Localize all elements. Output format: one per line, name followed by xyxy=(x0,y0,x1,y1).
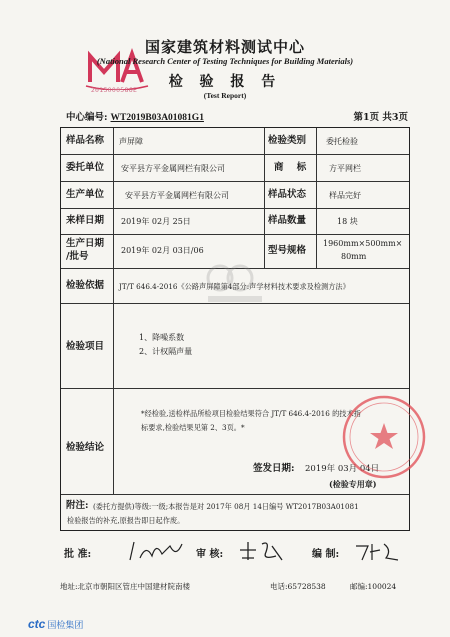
org-title-en: (National Research Center of Testing Techniques for Building Materials) xyxy=(96,56,354,66)
producer-label: 生产单位 xyxy=(66,189,105,200)
production-date-value: 2019年 02月 03日/06 xyxy=(121,246,204,255)
item-2: 2、计权隔声量 xyxy=(139,347,193,356)
production-date-label-1: 生产日期 xyxy=(66,238,105,249)
compile-label: 编 制: xyxy=(312,549,340,560)
arrival-date-label: 来样日期 xyxy=(66,215,105,226)
official-stamp-icon xyxy=(340,393,428,481)
postcode-text: 邮编:100024 xyxy=(350,582,397,591)
production-date-label-2: /批号 xyxy=(66,251,89,262)
compile-signature-icon xyxy=(352,540,402,564)
item-1: 1、降噪系数 xyxy=(139,333,185,342)
producer-value: 安平县方平金属网栏有限公司 xyxy=(125,191,229,200)
org-title-cn: 国家建筑材料测试中心 xyxy=(144,38,305,56)
ctc-logo xyxy=(28,613,83,632)
signature-row xyxy=(60,540,410,564)
quantity-value: 18 块 xyxy=(337,217,358,226)
conclusion-label: 检验结论 xyxy=(66,442,105,453)
sample-name-label: 样品名称 xyxy=(66,135,105,146)
spec-label: 型号规格 xyxy=(268,245,307,256)
basis-value: JT/T 646.4-2016《公路声屏障第4部分:声学材料技术要求及检测方法》 xyxy=(119,282,350,291)
note-label: 附注: xyxy=(66,500,89,511)
report-title-en: (Test Report) xyxy=(203,91,247,100)
spec-value-line1: 1960mm×500mm× xyxy=(323,239,403,248)
issue-date-label: 签发日期: xyxy=(253,463,295,474)
brand-label: 商 标 xyxy=(274,162,307,173)
center-number-value: WT2019B03A01081G1 xyxy=(110,113,204,123)
inspect-type-value: 委托检验 xyxy=(326,137,358,146)
arrival-date-value: 2019年 02月 25日 xyxy=(121,217,191,226)
issue-date-value: 2019年 03月 04日 xyxy=(305,464,380,474)
seal-note: (检验专用章) xyxy=(329,479,377,489)
note-line-2: 检验报告的补充,原报告即日起作废。 xyxy=(67,516,185,525)
address-text: 地址:北京市朝阳区管庄中国建材院南楼 xyxy=(60,582,191,591)
review-label: 审 核: xyxy=(196,549,224,560)
note-line-1: (委托方提供)等级:一级;本报告是对 2017年 08月 14日编号 WT2017B03A01081 xyxy=(93,502,359,511)
approve-signature-icon xyxy=(126,538,186,564)
state-label: 样品状态 xyxy=(268,189,307,200)
center-number xyxy=(66,109,204,123)
page-info: 第1页 共3页 xyxy=(353,112,408,123)
client-value: 安平县方平金属网栏有限公司 xyxy=(121,164,225,173)
review-signature-icon xyxy=(236,538,288,564)
conclusion-line-1: *经检验,送检样品所检项目检验结果符合 JT/T 646.4-2016 的技术指 xyxy=(141,409,361,418)
inspect-type-label: 检验类别 xyxy=(268,135,307,146)
report-title-cn: 检 验 报 告 xyxy=(168,74,282,90)
center-number-label: 中心编号: xyxy=(66,112,108,123)
phone-text: 电话:65728538 xyxy=(270,582,326,591)
seal-serial-number: 2015000586E xyxy=(90,86,138,94)
state-value: 样品完好 xyxy=(329,191,361,200)
items-label: 检验项目 xyxy=(66,341,105,352)
sample-name-value: 声屏障 xyxy=(119,137,143,146)
ctc-watermark-icon xyxy=(200,258,270,308)
client-label: 委托单位 xyxy=(66,162,105,173)
approve-label: 批 准: xyxy=(64,549,92,560)
ctc-group-name: 国检集团 xyxy=(47,621,84,631)
basis-label: 检验依据 xyxy=(66,280,105,291)
ctc-logo-text: ctc xyxy=(28,617,46,631)
brand-value: 方平网栏 xyxy=(329,164,361,173)
quantity-label: 样品数量 xyxy=(268,215,307,226)
spec-value-line2: 80mm xyxy=(341,252,367,261)
conclusion-line-2: 标要求,检验结果见第 2、3页。* xyxy=(141,423,245,432)
